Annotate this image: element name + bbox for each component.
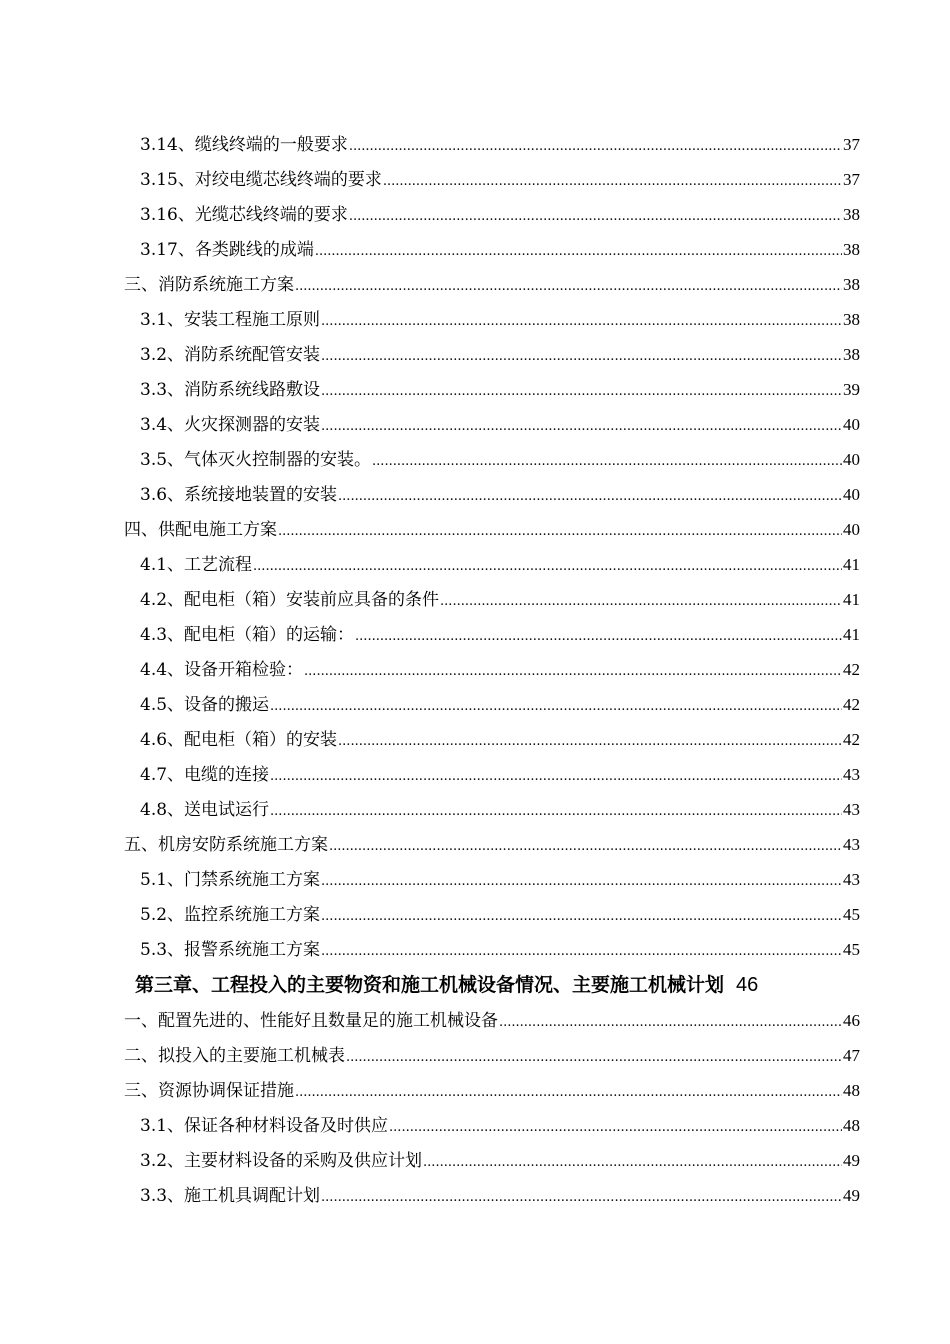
toc-page-number: 49 <box>843 1186 860 1205</box>
toc-section-5[interactable] <box>0 827 950 862</box>
toc-entry-3-5[interactable] <box>0 442 950 477</box>
toc-entry-3-6[interactable] <box>0 477 950 512</box>
toc-dot-leader <box>295 1075 842 1110</box>
toc-page-number: 42 <box>843 660 860 679</box>
toc-entry-5-3[interactable] <box>0 932 950 967</box>
toc-entry-title: 五、机房安防系统施工方案 <box>124 835 328 855</box>
toc-dot-leader <box>321 899 842 934</box>
toc-page-number: 43 <box>843 800 860 819</box>
toc-page-number: 40 <box>843 450 860 469</box>
toc-dot-leader <box>499 1005 842 1040</box>
toc-section-2[interactable] <box>0 1038 950 1073</box>
toc-dot-leader <box>304 654 842 689</box>
toc-dot-leader <box>349 129 842 164</box>
toc-section-3b[interactable] <box>0 1073 950 1108</box>
toc-dot-leader <box>278 514 842 549</box>
toc-entry-title: 二、拟投入的主要施工机械表 <box>124 1046 345 1066</box>
toc-dot-leader <box>349 199 842 234</box>
toc-entry-title: 3.15、对绞电缆芯线终端的要求 <box>140 170 382 190</box>
toc-entry-title: 4.4、设备开箱检验： <box>140 660 304 680</box>
toc-entry-4-7[interactable] <box>0 757 950 792</box>
toc-dot-leader <box>270 689 842 724</box>
toc-entry-3-16[interactable] <box>0 197 950 232</box>
toc-entry-title: 3.1、安装工程施工原则 <box>140 310 321 330</box>
toc-page-number: 48 <box>843 1116 860 1135</box>
toc-dot-leader <box>270 759 842 794</box>
toc-page-number: 38 <box>843 240 860 259</box>
toc-page-number: 37 <box>843 170 860 189</box>
toc-page-number: 38 <box>843 205 860 224</box>
toc-entry-title: 4.7、电缆的连接 <box>140 765 270 785</box>
toc-dot-leader <box>338 724 842 759</box>
toc-section-3[interactable] <box>0 267 950 302</box>
toc-dot-leader <box>321 339 842 374</box>
toc-entry-title: 3.2、主要材料设备的采购及供应计划 <box>140 1151 423 1171</box>
toc-section-4[interactable] <box>0 512 950 547</box>
toc-page-number: 40 <box>843 485 860 504</box>
toc-page-number: 41 <box>843 555 860 574</box>
toc-dot-leader <box>315 234 842 269</box>
toc-dot-leader <box>295 269 842 304</box>
toc-entry-title: 三、资源协调保证措施 <box>124 1081 294 1101</box>
toc-dot-leader <box>372 444 842 479</box>
toc-page-number: 40 <box>843 520 860 539</box>
toc-dot-leader <box>321 934 842 969</box>
toc-entry-title: 3.6、系统接地装置的安装 <box>140 485 338 505</box>
toc-page-number: 45 <box>843 905 860 924</box>
toc-entry-3-3[interactable] <box>0 372 950 407</box>
toc-entry-3-4[interactable] <box>0 407 950 442</box>
toc-dot-leader <box>346 1040 842 1075</box>
toc-dot-leader <box>355 619 842 654</box>
toc-dot-leader <box>329 829 842 864</box>
toc-page-number: 42 <box>843 730 860 749</box>
toc-entry-title: 4.5、设备的搬运 <box>140 695 270 715</box>
toc-entry-4-8[interactable] <box>0 792 950 827</box>
toc-dot-leader <box>321 374 842 409</box>
toc-entry-3-1b[interactable] <box>0 1108 950 1143</box>
toc-dot-leader <box>270 794 842 829</box>
toc-page-number: 47 <box>843 1046 860 1065</box>
toc-entry-3-2b[interactable] <box>0 1143 950 1178</box>
toc-entry-3-3b[interactable] <box>0 1178 950 1213</box>
toc-entry-title: 3.3、消防系统线路敷设 <box>140 380 321 400</box>
toc-page-number: 49 <box>843 1151 860 1170</box>
toc-page-number: 46 <box>843 1011 860 1030</box>
toc-page-number: 41 <box>843 590 860 609</box>
toc-entry-3-17[interactable] <box>0 232 950 267</box>
toc-page-number: 42 <box>843 695 860 714</box>
table-of-contents <box>0 127 950 1213</box>
toc-page-number: 46 <box>736 974 759 996</box>
toc-entry-title: 3.5、气体灭火控制器的安装。 <box>140 450 372 470</box>
toc-entry-4-2[interactable] <box>0 582 950 617</box>
toc-dot-leader <box>253 549 842 584</box>
toc-dot-leader <box>383 164 842 199</box>
toc-entry-title: 三、消防系统施工方案 <box>124 275 294 295</box>
toc-entry-3-1[interactable] <box>0 302 950 337</box>
toc-entry-title: 4.3、配电柜（箱）的运输： <box>140 625 355 645</box>
toc-chapter-3[interactable] <box>0 967 950 1003</box>
toc-entry-title: 3.16、光缆芯线终端的要求 <box>140 205 348 225</box>
toc-entry-title: 4.6、配电柜（箱）的安装 <box>140 730 338 750</box>
toc-entry-title: 5.3、报警系统施工方案 <box>140 940 321 960</box>
toc-page-number: 43 <box>843 835 860 854</box>
toc-entry-title: 3.1、保证各种材料设备及时供应 <box>140 1116 389 1136</box>
toc-entry-3-14[interactable] <box>0 127 950 162</box>
toc-dot-leader <box>338 479 842 514</box>
toc-page-number: 37 <box>843 135 860 154</box>
toc-entry-3-2[interactable] <box>0 337 950 372</box>
toc-entry-title: 4.2、配电柜（箱）安装前应具备的条件 <box>140 590 440 610</box>
toc-dot-leader <box>321 409 842 444</box>
toc-page-number: 45 <box>843 940 860 959</box>
toc-page-number: 38 <box>843 310 860 329</box>
toc-entry-title: 4.8、送电试运行 <box>140 800 270 820</box>
toc-entry-4-6[interactable] <box>0 722 950 757</box>
toc-page-number: 38 <box>843 275 860 294</box>
toc-entry-4-3[interactable] <box>0 617 950 652</box>
toc-entry-3-15[interactable] <box>0 162 950 197</box>
toc-entry-4-1[interactable] <box>0 547 950 582</box>
toc-entry-title: 3.17、各类跳线的成端 <box>140 240 314 260</box>
toc-entry-title: 4.1、工艺流程 <box>140 555 253 575</box>
toc-dot-leader <box>440 584 842 619</box>
toc-entry-title: 5.2、监控系统施工方案 <box>140 905 321 925</box>
toc-page-number: 43 <box>843 765 860 784</box>
toc-dot-leader <box>423 1145 842 1180</box>
toc-page-number: 40 <box>843 415 860 434</box>
toc-page-number: 43 <box>843 870 860 889</box>
toc-dot-leader <box>321 304 842 339</box>
toc-entry-title: 5.1、门禁系统施工方案 <box>140 870 321 890</box>
toc-page-number: 41 <box>843 625 860 644</box>
toc-dot-leader <box>389 1110 842 1145</box>
toc-entry-5-1[interactable] <box>0 862 950 897</box>
toc-entry-title: 3.14、缆线终端的一般要求 <box>140 135 348 155</box>
toc-entry-4-5[interactable] <box>0 687 950 722</box>
toc-entry-title: 3.2、消防系统配管安装 <box>140 345 321 365</box>
toc-dot-leader <box>321 1180 842 1215</box>
toc-chapter-title: 第三章、工程投入的主要物资和施工机械设备情况、主要施工机械计划 <box>135 974 725 996</box>
toc-section-1[interactable] <box>0 1003 950 1038</box>
toc-page-number: 48 <box>843 1081 860 1100</box>
toc-entry-title: 3.4、火灾探测器的安装 <box>140 415 321 435</box>
toc-entry-5-2[interactable] <box>0 897 950 932</box>
toc-entry-title: 四、供配电施工方案 <box>124 520 277 540</box>
toc-entry-title: 3.3、施工机具调配计划 <box>140 1186 321 1206</box>
toc-page-number: 38 <box>843 345 860 364</box>
toc-dot-leader <box>321 864 842 899</box>
toc-page-number: 39 <box>843 380 860 399</box>
toc-entry-4-4[interactable] <box>0 652 950 687</box>
toc-entry-title: 一、配置先进的、性能好且数量足的施工机械设备 <box>124 1011 498 1031</box>
